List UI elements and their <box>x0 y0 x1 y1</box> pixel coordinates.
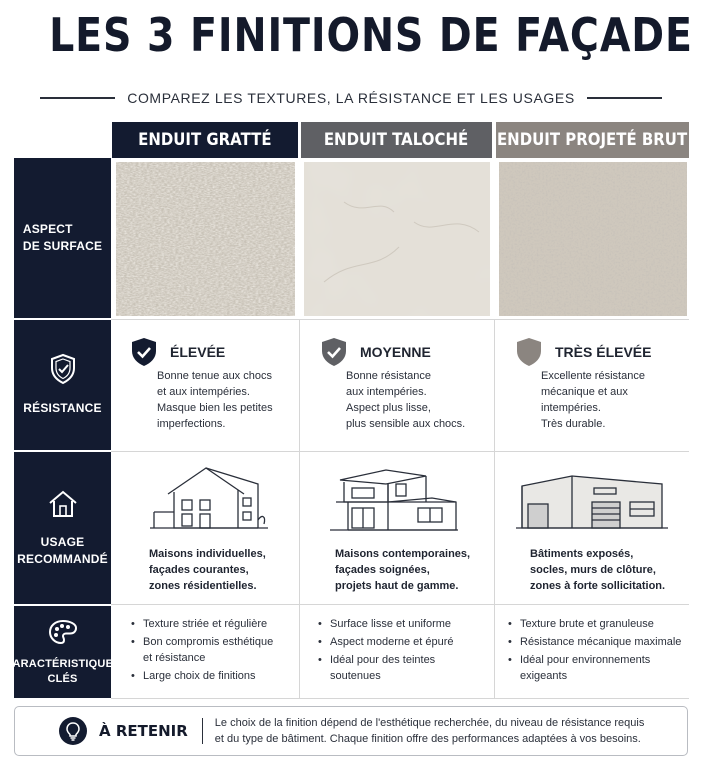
usage-text-gratte: Maisons individuelles, façades courantes, zones résidentielles. <box>149 548 266 592</box>
list-item: • Résistance mécanique maximale <box>508 634 681 650</box>
column-header-gratte: ENDUIT GRATTÉ <box>112 122 298 158</box>
row-label-aspect-text: ASPECT DE SURFACE <box>22 222 103 253</box>
resistance-text-gratte: Bonne tenue aux chocs et aux intempéries. Masque bien les petites imperfections. <box>157 370 273 430</box>
column-header-projete: ENDUIT PROJETÉ BRUT <box>496 122 689 158</box>
row-divider <box>111 319 689 320</box>
row-label-aspect <box>14 158 111 318</box>
shield-icon <box>515 336 543 368</box>
list-item: • Idéal pour des teintes soutenues <box>318 652 454 684</box>
row-label-resistance-text: RÉSISTANCE <box>23 401 102 415</box>
detached-house-icon <box>146 462 272 534</box>
features-list-taloche <box>318 616 454 686</box>
list-item: • Surface lisse et uniforme <box>318 616 454 632</box>
key-takeaway-box <box>14 706 688 756</box>
features-list-gratte <box>131 616 273 686</box>
resistance-level-taloche: MOYENNE <box>320 336 431 368</box>
row-label-resistance <box>14 320 111 450</box>
key-takeaway-label: À RETENIR <box>99 722 188 740</box>
column-divider <box>494 320 495 698</box>
subtitle-row <box>40 88 662 108</box>
usage-text-taloche: Maisons contemporaines, façades soignées, projets haut de gamme. <box>335 548 471 592</box>
warehouse-icon <box>512 462 672 534</box>
subtitle-divider-right <box>587 97 662 99</box>
row-label-usage <box>14 452 111 604</box>
lightbulb-icon <box>59 717 87 745</box>
house-icon <box>47 489 79 524</box>
features-list-projete <box>508 616 681 686</box>
texture-taloche <box>304 162 490 316</box>
resistance-level-projete: TRÈS ÉLEVÉE <box>515 336 651 368</box>
row-divider <box>111 698 689 699</box>
key-takeaway-text: Le choix de la finition dépend de l'esthétique recherchée, du niveau de résistance requis et du type de bâtiment. Chaque finition offre des performances adaptées à vos besoins. <box>214 717 645 745</box>
resistance-text-taloche: Bonne résistance aux intempéries. Aspect plus lisse, plus sensible aux chocs. <box>346 370 466 430</box>
usage-text-projete: Bâtiments exposés, socles, murs de clôture, zones à forte sollicitation. <box>530 548 666 592</box>
modern-house-icon <box>326 462 462 534</box>
texture-projete <box>499 162 687 316</box>
list-item: • Large choix de finitions <box>131 668 273 684</box>
palette-icon <box>47 618 79 651</box>
page-title: LES 3 FINITIONS DE FAÇADE <box>49 8 693 62</box>
list-item: • Texture striée et régulière <box>131 616 273 632</box>
shield-check-icon <box>320 336 348 368</box>
resistance-text-projete: Excellente résistance mécanique et aux intempéries. Très durable. <box>541 370 645 430</box>
column-divider <box>299 320 300 698</box>
row-label-features <box>4 606 121 698</box>
list-item: • Idéal pour environnements exigeants <box>508 652 681 684</box>
list-item: • Aspect moderne et épuré <box>318 634 454 650</box>
list-item: • Texture brute et granuleuse <box>508 616 681 632</box>
row-divider <box>111 451 689 452</box>
row-label-usage-text: USAGE RECOMMANDÉ <box>17 534 108 566</box>
resistance-level-gratte: ÉLEVÉE <box>130 336 225 368</box>
texture-gratte <box>116 162 295 316</box>
shield-check-icon <box>49 353 77 390</box>
page-subtitle: COMPAREZ LES TEXTURES, LA RÉSISTANCE ET LES USAGES <box>127 90 575 106</box>
shield-check-icon <box>130 336 158 368</box>
subtitle-divider-left <box>40 97 115 99</box>
list-item: • Bon compromis esthétique et résistance <box>131 634 273 666</box>
row-label-features-text: CARACTÉRISTIQUES CLÉS <box>4 657 121 685</box>
key-takeaway-divider <box>202 718 203 744</box>
column-header-taloche: ENDUIT TALOCHÉ <box>301 122 492 158</box>
row-divider <box>111 604 689 605</box>
